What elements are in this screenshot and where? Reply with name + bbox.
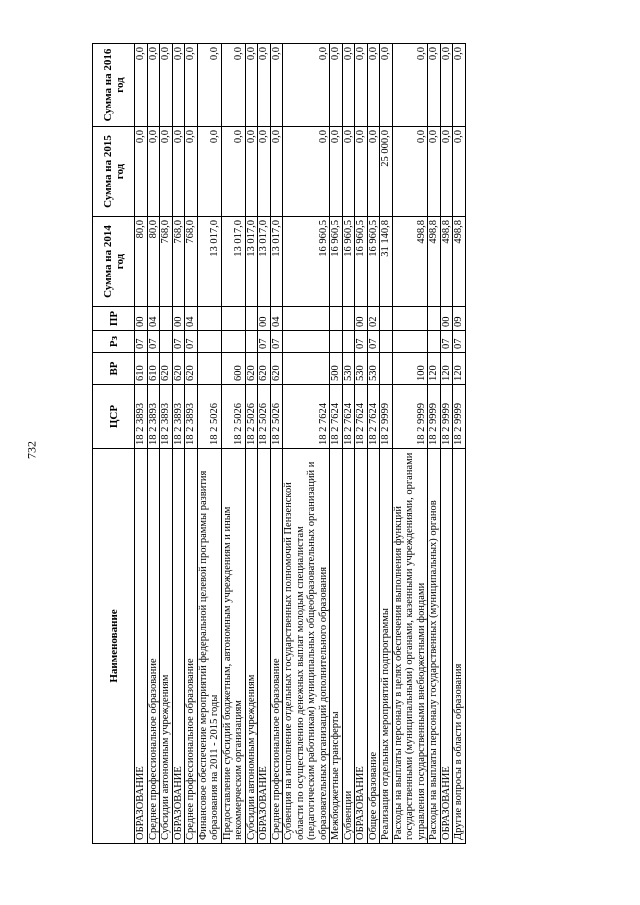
- table-row: [392, 44, 428, 844]
- cell-y2014: 31 140,8: [380, 217, 393, 307]
- cell-csr: 18 2 7624: [355, 385, 368, 449]
- cell-pr: [160, 307, 173, 331]
- table-row: [258, 44, 271, 844]
- cell-pr: [197, 307, 221, 331]
- cell-pr: 00: [135, 307, 148, 331]
- header-name: Наименование: [93, 449, 135, 844]
- cell-y2015: 0,0: [342, 127, 355, 217]
- table-row: [221, 44, 245, 844]
- cell-rz: 07: [258, 331, 271, 353]
- header-2014: Сумма на 2014 год: [93, 217, 135, 307]
- header-row: [93, 44, 135, 844]
- header-csr: ЦСР: [93, 385, 135, 449]
- cell-vr: 500: [330, 353, 343, 385]
- cell-y2015: 25 000,0: [380, 127, 393, 217]
- table-row: [147, 44, 160, 844]
- cell-y2016: 0,0: [197, 44, 221, 127]
- cell-csr: 18 2 3893: [172, 385, 185, 449]
- cell-csr: 18 2 9999: [428, 385, 441, 449]
- cell-csr: 18 2 7624: [342, 385, 355, 449]
- cell-y2016: 0,0: [185, 44, 198, 127]
- cell-csr: 18 2 5026: [245, 385, 258, 449]
- cell-name: Финансовое обеспечение мероприятий федеральной целевой программы развития образования на 2011 - 2015 годы: [197, 449, 221, 844]
- cell-y2014: 16 960,5: [330, 217, 343, 307]
- cell-vr: 620: [185, 353, 198, 385]
- cell-rz: [283, 331, 330, 353]
- cell-vr: 530: [367, 353, 380, 385]
- cell-rz: [428, 331, 441, 353]
- cell-y2015: 0,0: [135, 127, 148, 217]
- cell-y2016: 0,0: [330, 44, 343, 127]
- cell-rz: 07: [185, 331, 198, 353]
- cell-csr: 18 2 9999: [453, 385, 466, 449]
- page-number: 732: [24, 441, 39, 459]
- cell-vr: [380, 353, 393, 385]
- cell-pr: 04: [185, 307, 198, 331]
- cell-csr: 18 2 3893: [185, 385, 198, 449]
- cell-y2015: 0,0: [367, 127, 380, 217]
- cell-vr: 530: [355, 353, 368, 385]
- cell-name: ОБРАЗОВАНИЕ: [135, 449, 148, 844]
- table-row: [185, 44, 198, 844]
- table-body: [135, 44, 466, 844]
- cell-pr: 04: [147, 307, 160, 331]
- cell-pr: 09: [453, 307, 466, 331]
- cell-name: Реализация отдельных мероприятий подпрограммы: [380, 449, 393, 844]
- cell-rz: [197, 331, 221, 353]
- cell-pr: 00: [355, 307, 368, 331]
- cell-rz: 07: [440, 331, 453, 353]
- table-row: [440, 44, 453, 844]
- table-row: [380, 44, 393, 844]
- table-row: [355, 44, 368, 844]
- cell-y2016: 0,0: [392, 44, 428, 127]
- cell-y2015: 0,0: [330, 127, 343, 217]
- cell-name: Субвенции: [342, 449, 355, 844]
- table-row: [428, 44, 441, 844]
- header-pr: ПР: [93, 307, 135, 331]
- cell-y2015: 0,0: [283, 127, 330, 217]
- cell-vr: [283, 353, 330, 385]
- cell-csr: 18 2 3893: [147, 385, 160, 449]
- cell-rz: [380, 331, 393, 353]
- cell-pr: [283, 307, 330, 331]
- cell-name: Среднее профессиональное образование: [185, 449, 198, 844]
- cell-name: Субвенция на исполнение отдельных государственных полномочий Пензенской области по осуществлению денежных выплат молодым специалистам (педагогическим работникам) муниципальных общеобразовательных организаций и образовательных организаций дополнительного образования: [283, 449, 330, 844]
- cell-pr: [330, 307, 343, 331]
- cell-csr: 18 2 3893: [160, 385, 173, 449]
- cell-name: ОБРАЗОВАНИЕ: [355, 449, 368, 844]
- cell-rz: 07: [135, 331, 148, 353]
- cell-y2016: 0,0: [355, 44, 368, 127]
- cell-y2016: 0,0: [367, 44, 380, 127]
- cell-name: ОБРАЗОВАНИЕ: [258, 449, 271, 844]
- cell-pr: 00: [258, 307, 271, 331]
- cell-y2014: 768,0: [172, 217, 185, 307]
- cell-csr: 18 2 7624: [330, 385, 343, 449]
- cell-name: Межбюджетные трансферты: [330, 449, 343, 844]
- cell-y2015: 0,0: [197, 127, 221, 217]
- rotated-table-wrapper: [92, 44, 552, 844]
- cell-y2015: 0,0: [258, 127, 271, 217]
- cell-y2016: 0,0: [440, 44, 453, 127]
- table-row: [270, 44, 283, 844]
- cell-y2016: 0,0: [147, 44, 160, 127]
- cell-csr: 18 2 5026: [258, 385, 271, 449]
- cell-vr: 620: [160, 353, 173, 385]
- table-row: [283, 44, 330, 844]
- cell-pr: [392, 307, 428, 331]
- cell-y2016: 0,0: [342, 44, 355, 127]
- cell-y2014: 498,8: [440, 217, 453, 307]
- cell-y2014: 16 960,5: [355, 217, 368, 307]
- cell-y2014: 80,0: [135, 217, 148, 307]
- cell-name: Другие вопросы в области образования: [453, 449, 466, 844]
- cell-pr: 00: [172, 307, 185, 331]
- cell-rz: 07: [367, 331, 380, 353]
- cell-y2015: 0,0: [392, 127, 428, 217]
- cell-pr: [428, 307, 441, 331]
- cell-rz: 07: [147, 331, 160, 353]
- cell-y2016: 0,0: [245, 44, 258, 127]
- cell-pr: 00: [440, 307, 453, 331]
- cell-y2014: 13 017,0: [221, 217, 245, 307]
- cell-y2015: 0,0: [270, 127, 283, 217]
- cell-csr: 18 2 7624: [367, 385, 380, 449]
- cell-name: ОБРАЗОВАНИЕ: [440, 449, 453, 844]
- cell-y2014: 13 017,0: [197, 217, 221, 307]
- cell-y2014: 498,8: [392, 217, 428, 307]
- table-row: [135, 44, 148, 844]
- cell-rz: [245, 331, 258, 353]
- cell-rz: 07: [355, 331, 368, 353]
- cell-y2016: 0,0: [270, 44, 283, 127]
- table-row: [245, 44, 258, 844]
- table-row: [197, 44, 221, 844]
- cell-y2015: 0,0: [172, 127, 185, 217]
- cell-csr: 18 2 7624: [283, 385, 330, 449]
- cell-csr: 18 2 9999: [440, 385, 453, 449]
- cell-name: Расходы на выплаты персоналу государственных (муниципальных) органов: [428, 449, 441, 844]
- cell-vr: 620: [172, 353, 185, 385]
- cell-y2016: 0,0: [135, 44, 148, 127]
- cell-vr: 120: [440, 353, 453, 385]
- cell-pr: 04: [270, 307, 283, 331]
- cell-y2016: 0,0: [172, 44, 185, 127]
- header-vr: ВР: [93, 353, 135, 385]
- table-row: [172, 44, 185, 844]
- cell-name: Субсидии автономным учреждениям: [245, 449, 258, 844]
- header-2016: Сумма на 2016 год: [93, 44, 135, 127]
- cell-y2015: 0,0: [185, 127, 198, 217]
- cell-name: Предоставление субсидий бюджетным, автономным учреждениям и иным некоммерческим организациям: [221, 449, 245, 844]
- cell-pr: [342, 307, 355, 331]
- cell-vr: 600: [221, 353, 245, 385]
- cell-y2016: 0,0: [428, 44, 441, 127]
- cell-vr: 530: [342, 353, 355, 385]
- cell-name: Субсидии автономным учреждениям: [160, 449, 173, 844]
- cell-vr: 620: [270, 353, 283, 385]
- header-2015: Сумма на 2015 год: [93, 127, 135, 217]
- cell-rz: 07: [270, 331, 283, 353]
- cell-y2016: 0,0: [160, 44, 173, 127]
- cell-y2014: 13 017,0: [258, 217, 271, 307]
- budget-table: [92, 43, 466, 844]
- cell-csr: 18 2 5026: [197, 385, 221, 449]
- cell-vr: 620: [245, 353, 258, 385]
- table-row: [453, 44, 466, 844]
- cell-y2014: 16 960,5: [342, 217, 355, 307]
- cell-rz: [342, 331, 355, 353]
- cell-y2015: 0,0: [160, 127, 173, 217]
- cell-csr: 18 2 9999: [392, 385, 428, 449]
- cell-vr: 100: [392, 353, 428, 385]
- cell-y2014: 768,0: [160, 217, 173, 307]
- cell-y2016: 0,0: [221, 44, 245, 127]
- cell-y2014: 13 017,0: [245, 217, 258, 307]
- cell-vr: 120: [453, 353, 466, 385]
- cell-y2014: 16 960,5: [367, 217, 380, 307]
- cell-y2015: 0,0: [428, 127, 441, 217]
- cell-vr: 120: [428, 353, 441, 385]
- cell-y2014: 498,8: [453, 217, 466, 307]
- cell-name: Расходы на выплаты персоналу в целях обеспечения выполнения функций государственными (муниципальными) органами, казенными учреждениями, органами управления государственными внебюджетными фондами: [392, 449, 428, 844]
- cell-rz: [221, 331, 245, 353]
- cell-csr: 18 2 5026: [221, 385, 245, 449]
- cell-name: Среднее профессиональное образование: [270, 449, 283, 844]
- cell-vr: [197, 353, 221, 385]
- cell-y2015: 0,0: [147, 127, 160, 217]
- cell-csr: 18 2 3893: [135, 385, 148, 449]
- header-rz: Рз: [93, 331, 135, 353]
- cell-rz: [160, 331, 173, 353]
- cell-y2014: 498,8: [428, 217, 441, 307]
- table-row: [367, 44, 380, 844]
- cell-y2015: 0,0: [440, 127, 453, 217]
- cell-y2015: 0,0: [245, 127, 258, 217]
- cell-y2015: 0,0: [221, 127, 245, 217]
- cell-csr: 18 2 9999: [380, 385, 393, 449]
- cell-y2016: 0,0: [380, 44, 393, 127]
- cell-pr: [380, 307, 393, 331]
- cell-name: ОБРАЗОВАНИЕ: [172, 449, 185, 844]
- table-row: [160, 44, 173, 844]
- cell-pr: [245, 307, 258, 331]
- cell-vr: 610: [135, 353, 148, 385]
- cell-name: Общее образование: [367, 449, 380, 844]
- cell-y2015: 0,0: [355, 127, 368, 217]
- cell-y2014: 768,0: [185, 217, 198, 307]
- cell-pr: 02: [367, 307, 380, 331]
- cell-rz: [392, 331, 428, 353]
- cell-rz: [330, 331, 343, 353]
- cell-y2016: 0,0: [453, 44, 466, 127]
- cell-vr: 610: [147, 353, 160, 385]
- cell-csr: 18 2 5026: [270, 385, 283, 449]
- cell-vr: 620: [258, 353, 271, 385]
- cell-y2014: 16 960,5: [283, 217, 330, 307]
- cell-name: Среднее профессиональное образование: [147, 449, 160, 844]
- cell-y2016: 0,0: [258, 44, 271, 127]
- cell-y2014: 80,0: [147, 217, 160, 307]
- table-row: [330, 44, 343, 844]
- cell-y2016: 0,0: [283, 44, 330, 127]
- cell-rz: 07: [172, 331, 185, 353]
- cell-y2015: 0,0: [453, 127, 466, 217]
- table-row: [342, 44, 355, 844]
- cell-rz: 07: [453, 331, 466, 353]
- cell-y2014: 13 017,0: [270, 217, 283, 307]
- cell-pr: [221, 307, 245, 331]
